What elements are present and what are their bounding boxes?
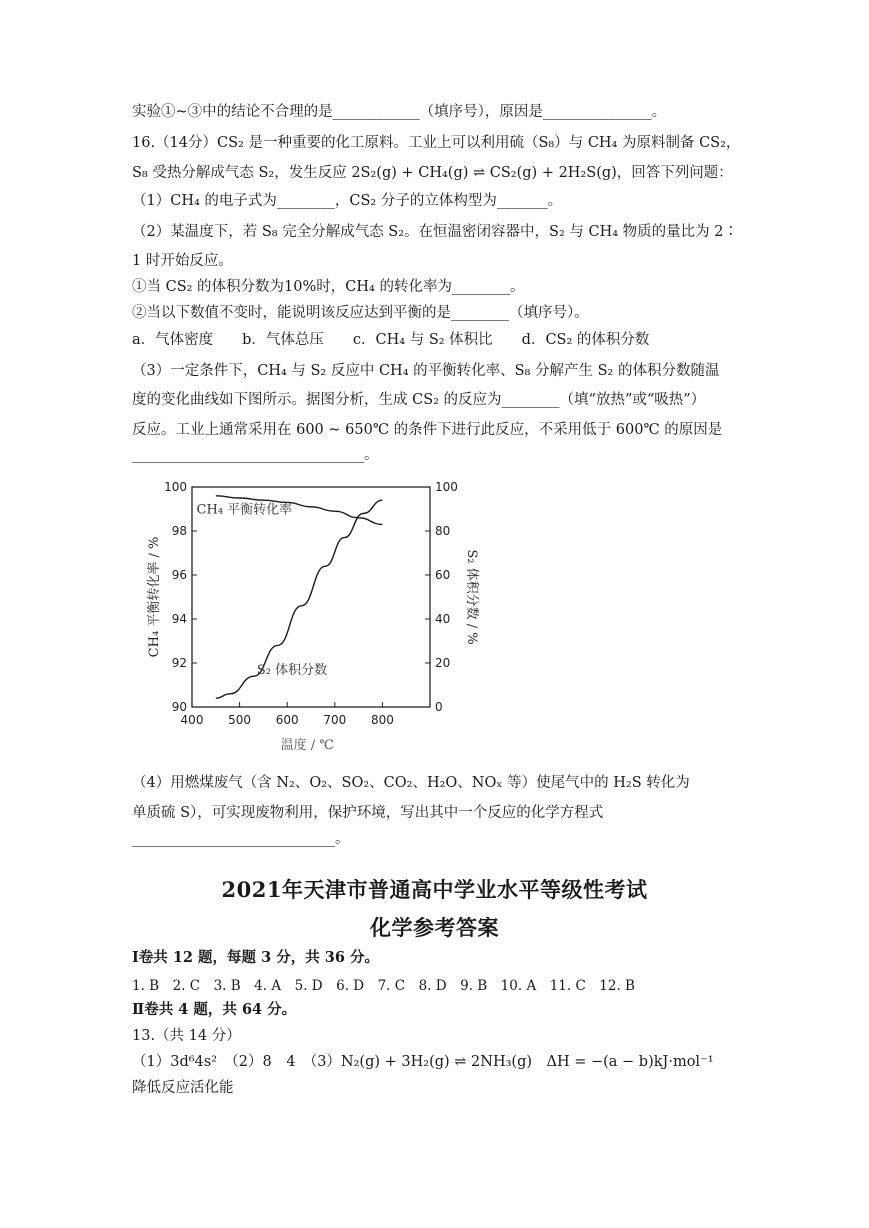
s2-series-label: S₂ 体积分数 <box>256 663 328 678</box>
q4-line-1: （4）用燃煤废气（含 N₂、O₂、SO₂、CO₂、H₂O、NOₓ 等）使尾气中的 H₂S 转化为 <box>132 775 690 791</box>
x-tick-label: 600 <box>275 713 299 727</box>
text-line-6: 1 时开始反应。 <box>132 253 233 269</box>
text-line-3: S₈ 受热分解成气态 S₂，发生反应 2S₂(g) + CH₄(g) ⇌ CS₂(g) + 2H₂S(g)，回答下列问题： <box>132 165 733 181</box>
y-left-tick-label: 94 <box>171 612 187 626</box>
text-line-7: ①当 CS₂ 的体积分数为10%时，CH₄ 的转化率为________。 <box>132 279 525 295</box>
text-line-2: 16.（14分）CS₂ 是一种重要的化工原料。工业上可以利用硫（S₈）与 CH₄ 为原料制备 CS₂， <box>132 135 741 151</box>
mc-answers: 1. B 2. C 3. B 4. A 5. D 6. D 7. C 8. D 9. B 10. A 11. C 12. B <box>132 978 635 994</box>
y-left-tick-label: 98 <box>171 524 187 538</box>
x-tick-label: 700 <box>323 713 347 727</box>
text-line-8: ②当以下数值不变时，能说明该反应达到平衡的是________（填序号）。 <box>132 305 589 321</box>
y-right-tick-label: 60 <box>435 568 451 582</box>
y-right-tick-label: 0 <box>435 700 443 714</box>
text-line-10: （3）一定条件下，CH₄ 与 S₂ 反应中 CH₄ 的平衡转化率、S₈ 分解产生 S₂ 的体积分数随温 <box>132 363 720 379</box>
y-right-tick-label: 20 <box>435 656 451 670</box>
q13-answer-line-1: （1）3d⁶4s² （2）8 4 （3）N₂(g) + 3H₂(g) ⇌ 2NH₃(g) ΔH = −(a − b)kJ·mol⁻¹ <box>132 1054 714 1070</box>
y-left-axis-label: CH₄ 平衡转化率 / % <box>147 536 162 658</box>
ch4-series-label: CH₄ 平衡转化率 <box>196 502 293 518</box>
y-left-tick-label: 100 <box>164 480 187 494</box>
q4-line-3: ____________________________。 <box>132 831 350 847</box>
text-line-12: 反应。工业上通常采用在 600 ~ 650℃ 的条件下进行此反应，不采用低于 600℃ 的原因是 <box>132 422 723 438</box>
y-right-tick-label: 80 <box>435 524 451 538</box>
temperature-chart <box>140 470 480 760</box>
text-line-5: （2）某温度下，若 S₈ 完全分解成气态 S₂。在恒温密闭容器中，S₂ 与 CH₄ 物质的量比为 2∶ <box>132 224 739 240</box>
x-tick-label: 500 <box>228 713 252 727</box>
text-line-13: ________________________________。 <box>132 447 379 463</box>
text-line-1: 实验①~③中的结论不合理的是____________（填序号），原因是_______________。 <box>132 104 667 120</box>
section-2-header: Ⅱ卷共 4 题，共 64 分。 <box>132 1001 297 1018</box>
text-line-9: a．气体密度 b．气体总压 c．CH₄ 与 S₂ 体积比 d．CS₂ 的体积分数 <box>132 332 650 348</box>
q13-header: 13.（共 14 分） <box>132 1028 241 1044</box>
answer-title-2: 化学参考答案 <box>370 915 499 940</box>
answer-title-1: 2021年天津市普通高中学业水平等级性考试 <box>221 877 648 902</box>
x-tick-label: 400 <box>180 713 204 727</box>
text-line-11: 度的变化曲线如下图所示。据图分析，生成 CS₂ 的反应为________（填“放热”或“吸热”） <box>132 392 706 408</box>
y-right-axis-label: S₂ 体积分数 / % <box>464 549 479 645</box>
y-left-tick-label: 92 <box>171 656 187 670</box>
q4-line-2: 单质硫 S），可实现废物利用，保护环境，写出其中一个反应的化学方程式 <box>132 805 604 821</box>
y-right-tick-label: 100 <box>435 480 458 494</box>
section-1-header: Ⅰ卷共 12 题，每题 3 分，共 36 分。 <box>132 949 380 966</box>
y-left-tick-label: 90 <box>171 700 187 714</box>
x-tick-label: 800 <box>370 713 394 727</box>
y-right-tick-label: 40 <box>435 612 451 626</box>
q13-answer-line-2: 降低反应活化能 <box>132 1080 234 1096</box>
text-line-4: （1）CH₄ 的电子式为________，CS₂ 分子的立体构型为_______。 <box>132 193 563 209</box>
x-axis-label: 温度 / ℃ <box>280 738 334 753</box>
y-left-tick-label: 96 <box>171 568 187 582</box>
